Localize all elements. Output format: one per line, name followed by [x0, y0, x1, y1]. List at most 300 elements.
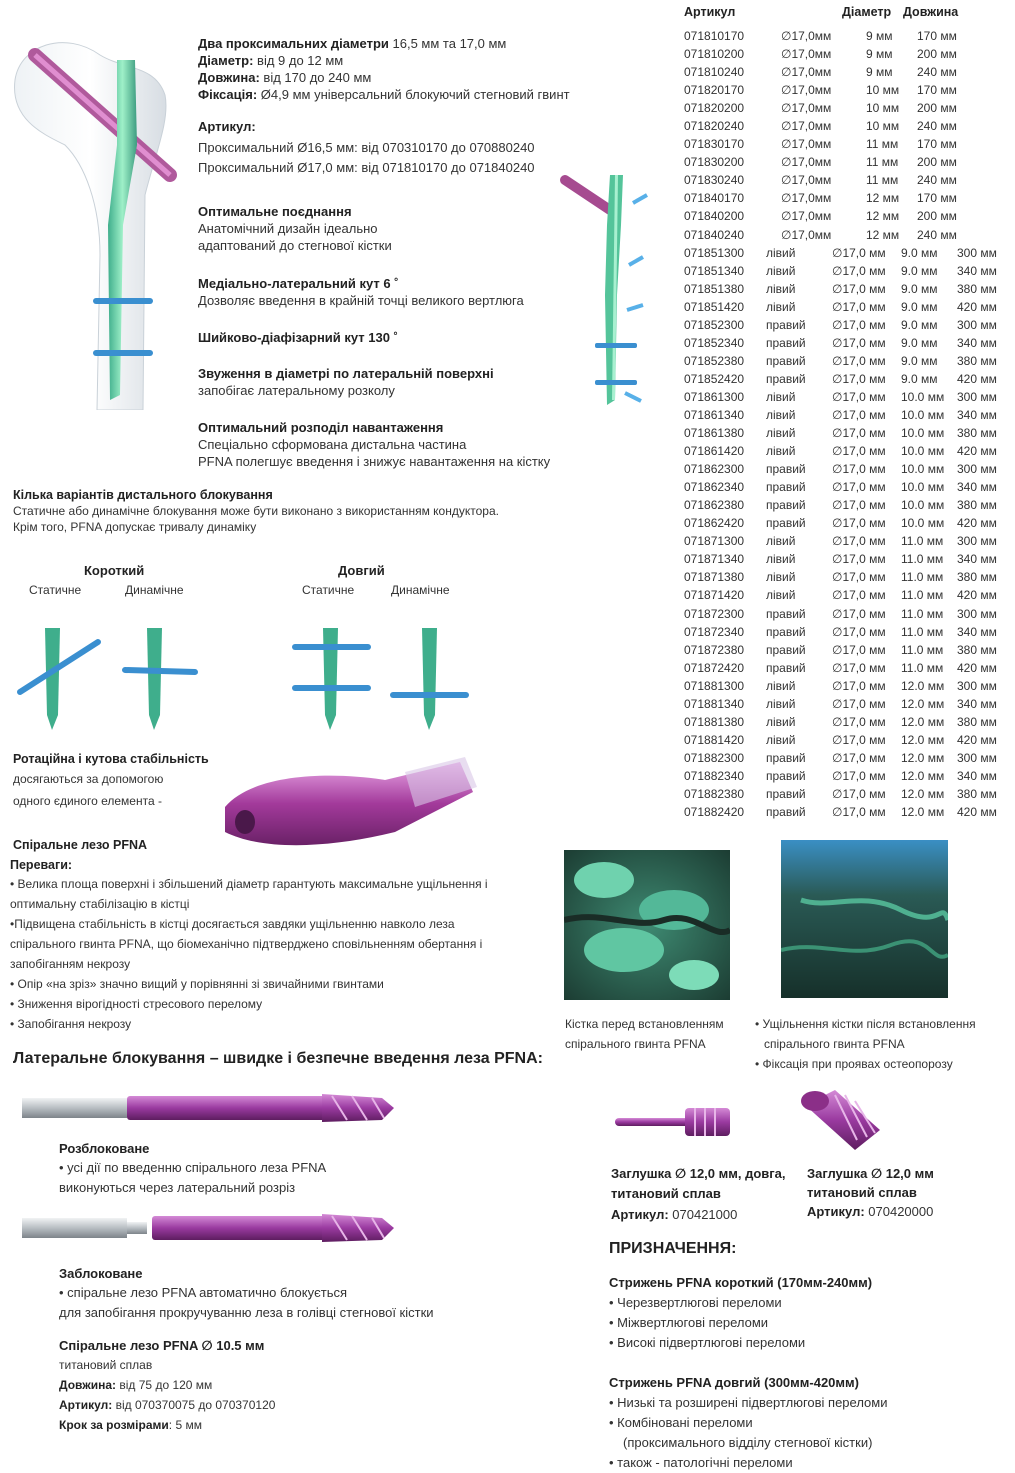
table-cell: лівий: [766, 299, 796, 314]
caption-line: Кістка перед встановленням: [565, 1017, 724, 1031]
feature-title: Медіально-латеральний кут 6 ˚: [198, 276, 399, 291]
indication-item: • Черезвертлюгові переломи: [609, 1295, 782, 1310]
table-cell: 340 мм: [957, 263, 997, 278]
spec-line: Довжина: від 170 до 240 мм: [198, 70, 372, 85]
table-row: [684, 641, 1009, 659]
advantage-line: • Зниження вірогідності стресового перелому: [10, 997, 263, 1011]
table-cell: правий: [766, 462, 806, 477]
table-cell: ∅17,0 мм: [832, 805, 886, 820]
table-cell: 11.0 мм: [901, 606, 944, 621]
table-cell: ∅17,0 мм: [832, 768, 886, 783]
nail-specs: [198, 35, 570, 103]
end-cap-short-info: [807, 1164, 934, 1222]
table-row: [684, 677, 1009, 695]
table-cell: 11.0 мм: [901, 552, 944, 567]
table-cell: правий: [766, 624, 806, 639]
indications-long: [609, 1373, 888, 1473]
blade-spec-title: Спіральне лезо PFNA ∅ 10.5 мм: [59, 1338, 265, 1353]
table-cell: 11.0 мм: [901, 624, 944, 639]
article-line: Проксимальний Ø17,0 мм: від 071810170 до 071840240: [198, 160, 535, 175]
header-length: Довжина: [903, 5, 959, 19]
table-cell: 340 мм: [957, 768, 997, 783]
table-cell: 300 мм: [957, 534, 997, 549]
table-row: [684, 388, 1009, 406]
bone-after-image: [781, 840, 948, 998]
table-cell: ∅17,0 мм: [832, 588, 886, 603]
table-row: [684, 623, 1009, 641]
blade-spec-line: Крок за розмірами: 5 мм: [59, 1418, 202, 1432]
table-cell: 9.0 мм: [901, 299, 938, 314]
table-cell: 12.0 мм: [901, 696, 945, 711]
table-cell: 9.0 мм: [901, 263, 938, 278]
table-row: [684, 532, 1009, 550]
table-cell: 10.0 мм: [901, 426, 945, 441]
table-cell: ∅17,0 мм: [832, 498, 886, 513]
dynamic-label: Динамічне: [125, 583, 184, 597]
table-cell: 071810200: [684, 47, 745, 62]
table-row: [684, 370, 1009, 388]
table-row: [684, 731, 1009, 749]
table-cell: 200 мм: [917, 209, 957, 224]
spec-line: Діаметр: від 9 до 12 мм: [198, 53, 344, 68]
table-cell: лівий: [766, 407, 796, 422]
table-row: [684, 442, 1009, 460]
blade-unlocked-illustration: [22, 1090, 397, 1128]
table-cell: ∅17,0 мм: [832, 552, 886, 567]
table-cell: 12 мм: [866, 227, 900, 242]
indication-item: • Низькі та розширені підвертлюгові переломи: [609, 1395, 888, 1410]
caption-line: • Фіксація при проявах остеопорозу: [755, 1057, 953, 1071]
table-cell: 240 мм: [917, 65, 957, 80]
table-cell: 071840240: [684, 227, 745, 242]
table-cell: 12.0 мм: [901, 732, 945, 747]
table-cell: 071830170: [684, 137, 745, 152]
table-cell: 071861420: [684, 444, 745, 459]
table-cell: 071872420: [684, 660, 745, 675]
advantage-line: • Опір «на зріз» значно вищий у порівнянні зі звичайними гвинтами: [10, 977, 384, 991]
table-cell: лівий: [766, 570, 796, 585]
table-row: [684, 171, 1009, 189]
table-cell: 071881340: [684, 696, 745, 711]
table-cell: ∅17,0мм: [781, 65, 832, 80]
table-cell: 380 мм: [957, 498, 997, 513]
cap-article: Артикул: 070421000: [611, 1207, 738, 1222]
table-cell: ∅17,0мм: [781, 29, 832, 43]
table-row: [684, 460, 1009, 478]
blade-spec-material: титановий сплав: [59, 1358, 153, 1372]
table-header: [684, 5, 1009, 27]
table-cell: 340 мм: [957, 335, 997, 350]
table-row: [684, 63, 1009, 81]
table-cell: лівий: [766, 678, 796, 693]
table-cell: лівий: [766, 426, 796, 441]
table-row: [684, 280, 1009, 298]
feature-title: Оптимальний розподіл навантаження: [198, 420, 444, 435]
table-cell: 380 мм: [957, 353, 997, 368]
table-cell: 071840170: [684, 191, 745, 206]
table-cell: ∅17,0мм: [781, 101, 832, 116]
spec-line: Два проксимальних діаметри 16,5 мм та 17,0 мм: [198, 36, 507, 51]
table-cell: 071862300: [684, 462, 745, 477]
table-cell: 12.0 мм: [901, 750, 945, 765]
table-cell: 9.0 мм: [901, 281, 938, 296]
distal-block: [13, 487, 553, 535]
locked-text: для запобігання прокручуванню леза в голівці стегнової кістки: [59, 1305, 434, 1320]
blade-spec-line: Довжина: від 75 до 120 мм: [59, 1378, 213, 1392]
table-cell: 071871340: [684, 552, 745, 567]
table-cell: ∅17,0 мм: [832, 317, 886, 332]
bone-after-caption: [755, 1014, 976, 1074]
table-cell: ∅17,0 мм: [832, 281, 886, 296]
unlocked-block: [59, 1140, 326, 1198]
table-cell: 9.0 мм: [901, 371, 938, 386]
indication-item: • Комбіновані переломи: [609, 1415, 753, 1430]
table-cell: 170 мм: [917, 137, 957, 152]
table-cell: 200 мм: [917, 155, 957, 170]
table-row: [684, 406, 1009, 424]
distal-locking-illustrations: [10, 620, 480, 740]
table-cell: 9.0 мм: [901, 317, 938, 332]
table-cell: 380 мм: [957, 642, 997, 657]
table-cell: 071882420: [684, 805, 745, 820]
table-cell: ∅17,0 мм: [832, 642, 886, 657]
table-cell: 300 мм: [957, 750, 997, 765]
table-cell: 071852300: [684, 317, 745, 332]
caption-line: • Ущільнення кістки після встановлення: [755, 1017, 976, 1031]
table-cell: 071861380: [684, 426, 745, 441]
article-block: [198, 118, 535, 178]
table-row: [684, 695, 1009, 713]
end-cap-long-illustration: [615, 1100, 740, 1145]
table-cell: 300 мм: [957, 462, 997, 477]
table-cell: 300 мм: [957, 317, 997, 332]
table-cell: ∅17,0мм: [781, 155, 832, 170]
table-cell: 11 мм: [866, 155, 899, 170]
table-cell: 420 мм: [957, 588, 997, 603]
feature-optimal: [198, 203, 578, 254]
table-row: [684, 586, 1009, 604]
table-row: [684, 568, 1009, 586]
lateral-heading: Латеральне блокування – швидке і безпечне введення леза PFNA:: [13, 1050, 543, 1067]
table-row: [684, 244, 1009, 262]
advantage-line: • Велика площа поверхні і збільшений діаметр гарантують максимальне ущільнення і: [10, 877, 488, 891]
blade-locked-illustration: [22, 1210, 397, 1248]
indication-item: • Міжвертлюгові переломи: [609, 1315, 769, 1330]
table-row: [684, 659, 1009, 677]
indication-item: • також - патологічні переломи: [609, 1455, 793, 1470]
unlocked-text: виконуються через латеральний розріз: [59, 1180, 296, 1195]
table-cell: 420 мм: [957, 444, 997, 459]
table-row: [684, 605, 1009, 623]
table-cell: ∅17,0 мм: [832, 516, 886, 531]
table-row: [684, 749, 1009, 767]
table-cell: ∅17,0мм: [781, 191, 832, 206]
feature-title: Шийково-діафізарний кут 130 ˚: [198, 330, 398, 345]
table-cell: 9 мм: [866, 29, 893, 43]
table-cell: 380 мм: [957, 570, 997, 585]
advantages-block: [10, 856, 520, 1034]
static-label: Статичне: [29, 583, 82, 597]
short-label: Короткий: [84, 563, 145, 578]
table-cell: 071882380: [684, 786, 745, 801]
table-row: [684, 713, 1009, 731]
table-cell: 200 мм: [917, 47, 957, 62]
unlocked-text: • усі дії по введенню спірального леза PFNA: [59, 1160, 327, 1175]
table-cell: ∅17,0 мм: [832, 786, 886, 801]
table-cell: 9.0 мм: [901, 335, 938, 350]
table-cell: 071881300: [684, 678, 745, 693]
table-cell: 12.0 мм: [901, 805, 945, 820]
cap-article: Артикул: 070420000: [807, 1204, 934, 1219]
table-cell: ∅17,0 мм: [832, 534, 886, 549]
blade-spec-block: [59, 1337, 275, 1435]
table-cell: 11.0 мм: [901, 534, 944, 549]
table-cell: 071820200: [684, 101, 745, 116]
table-cell: 10.0 мм: [901, 389, 945, 404]
table-cell: 170 мм: [917, 29, 957, 43]
table-row: [684, 514, 1009, 532]
table-cell: 071861340: [684, 407, 745, 422]
feature-text: Дозволяє введення в крайній точці великого вертлюга: [198, 293, 524, 308]
table-cell: правий: [766, 516, 806, 531]
table-cell: 380 мм: [957, 714, 997, 729]
cap-line: титановий сплав: [807, 1185, 917, 1200]
rotational-text: досягаються за допомогою: [13, 772, 164, 786]
table-row: [684, 153, 1009, 171]
table-cell: 071851340: [684, 263, 745, 278]
table-cell: 11 мм: [866, 137, 899, 152]
table-cell: лівий: [766, 552, 796, 567]
table-cell: 340 мм: [957, 696, 997, 711]
indication-item: (проксимального відділу стегнової кістки): [623, 1435, 873, 1450]
table-cell: 071881380: [684, 714, 745, 729]
table-cell: ∅17,0 мм: [832, 606, 886, 621]
table-cell: правий: [766, 642, 806, 657]
table-cell: ∅17,0 мм: [832, 732, 886, 747]
long-rows: [684, 244, 1009, 822]
table-cell: ∅17,0мм: [781, 83, 832, 98]
table-cell: 340 мм: [957, 624, 997, 639]
indication-item: • Високі підвертлюгові переломи: [609, 1335, 806, 1350]
cap-line: титановий сплав: [611, 1186, 721, 1201]
table-cell: 11 мм: [866, 173, 899, 188]
locked-block: [59, 1265, 434, 1323]
feature-text: запобігає латеральному розколу: [198, 383, 395, 398]
table-row: [684, 785, 1009, 803]
long-static-nail: [295, 628, 368, 730]
table-row: [684, 226, 1009, 244]
table-cell: 12 мм: [866, 209, 900, 224]
table-cell: ∅17,0мм: [781, 137, 832, 152]
table-cell: правий: [766, 768, 806, 783]
header-diameter: Діаметр: [842, 5, 892, 19]
table-row: [684, 316, 1009, 334]
table-cell: ∅17,0 мм: [832, 750, 886, 765]
helical-blade-illustration: [215, 752, 480, 862]
table-row: [684, 478, 1009, 496]
table-cell: 11.0 мм: [901, 642, 944, 657]
table-cell: 170 мм: [917, 191, 957, 206]
table-cell: ∅17,0 мм: [832, 444, 886, 459]
table-cell: правий: [766, 750, 806, 765]
table-cell: 9.0 мм: [901, 353, 938, 368]
table-row: [684, 496, 1009, 514]
table-cell: 380 мм: [957, 281, 997, 296]
table-cell: лівий: [766, 263, 796, 278]
table-cell: 9 мм: [866, 47, 893, 62]
table-row: [684, 550, 1009, 568]
table-cell: ∅17,0 мм: [832, 335, 886, 350]
table-cell: 12.0 мм: [901, 678, 945, 693]
rotational-block: [13, 750, 209, 812]
table-cell: 240 мм: [917, 227, 957, 242]
table-cell: правий: [766, 371, 806, 386]
feature-title: Звуження в діаметрі по латеральній поверхні: [198, 366, 494, 381]
table-cell: ∅17,0мм: [781, 47, 832, 62]
table-cell: 071882340: [684, 768, 745, 783]
table-cell: 10.0 мм: [901, 516, 945, 531]
table-cell: 071810170: [684, 29, 745, 43]
table-cell: правий: [766, 353, 806, 368]
table-cell: 071852380: [684, 353, 745, 368]
table-cell: 071852420: [684, 371, 745, 386]
table-cell: лівий: [766, 245, 796, 260]
dynamic-label: Динамічне: [391, 583, 450, 597]
table-cell: ∅17,0мм: [781, 173, 832, 188]
table-cell: лівий: [766, 281, 796, 296]
spec-line: Фіксація: Ø4,9 мм універсальний блокуючий стегновий гвинт: [198, 87, 570, 102]
table-cell: лівий: [766, 732, 796, 747]
long-label: Довгий: [338, 563, 385, 578]
table-cell: ∅17,0 мм: [832, 678, 886, 693]
table-cell: лівий: [766, 389, 796, 404]
table-cell: 10.0 мм: [901, 407, 945, 422]
article-title: Артикул:: [198, 119, 256, 134]
table-cell: 12.0 мм: [901, 786, 945, 801]
table-row: [684, 135, 1009, 153]
table-row: [684, 99, 1009, 117]
table-cell: 10.0 мм: [901, 462, 945, 477]
table-row: [684, 803, 1009, 821]
table-cell: ∅17,0 мм: [832, 389, 886, 404]
advantage-line: спірального гвинта PFNA, що біомеханічно підтверджено сповільненням обертання і: [10, 937, 483, 951]
table-cell: 10.0 мм: [901, 498, 945, 513]
indications-short-title: Стрижень PFNA короткий (170мм-240мм): [609, 1275, 873, 1290]
table-row: [684, 767, 1009, 785]
table-cell: 420 мм: [957, 805, 997, 820]
advantage-line: • Запобігання некрозу: [10, 1017, 132, 1031]
header-article: Артикул: [684, 5, 736, 19]
advantage-line: •Підвищена стабільність в кістці досягається завдяки ущільненню навколо леза: [10, 917, 455, 931]
feature-ml-angle: [198, 275, 524, 309]
table-cell: 071840200: [684, 209, 745, 224]
table-cell: 071881420: [684, 732, 745, 747]
table-cell: 071871300: [684, 534, 745, 549]
short-static-nail: [20, 628, 98, 730]
table-cell: 200 мм: [917, 101, 957, 116]
table-cell: 071852340: [684, 335, 745, 350]
long-dynamic-nail: [393, 628, 466, 730]
table-cell: 071862420: [684, 516, 745, 531]
table-cell: 12.0 мм: [901, 714, 945, 729]
cap-line: Заглушка ∅ 12,0 мм: [807, 1166, 934, 1181]
feature-text: PFNA полегшує введення і знижує навантаження на кістку: [198, 454, 551, 469]
table-row: [684, 27, 1009, 45]
table-cell: ∅17,0 мм: [832, 714, 886, 729]
table-cell: 420 мм: [957, 299, 997, 314]
article-table: [684, 5, 1009, 821]
table-row: [684, 352, 1009, 370]
table-row: [684, 262, 1009, 280]
feature-text: Спеціально сформована дистальна частина: [198, 437, 467, 452]
table-cell: 340 мм: [957, 480, 997, 495]
table-cell: 071872340: [684, 624, 745, 639]
table-cell: ∅17,0 мм: [832, 480, 886, 495]
table-cell: правий: [766, 805, 806, 820]
locked-title: Заблоковане: [59, 1266, 143, 1281]
feature-title: Оптимальне поєднання: [198, 204, 352, 219]
table-cell: лівий: [766, 696, 796, 711]
table-cell: 240 мм: [917, 119, 957, 134]
rotational-text: одного єдиного елемента -: [13, 794, 162, 808]
table-cell: 071872300: [684, 606, 745, 621]
table-cell: ∅17,0 мм: [832, 660, 886, 675]
table-cell: ∅17,0 мм: [832, 426, 886, 441]
cap-line: Заглушка ∅ 12,0 мм, довга,: [611, 1166, 786, 1181]
table-row: [684, 334, 1009, 352]
table-cell: правий: [766, 786, 806, 801]
table-cell: 071862340: [684, 480, 745, 495]
table-cell: 071882300: [684, 750, 745, 765]
table-cell: правий: [766, 498, 806, 513]
table-cell: 071820240: [684, 119, 745, 134]
table-cell: 300 мм: [957, 606, 997, 621]
table-cell: ∅17,0 мм: [832, 245, 886, 260]
table-cell: 340 мм: [957, 407, 997, 422]
table-cell: ∅17,0 мм: [832, 407, 886, 422]
table-cell: 420 мм: [957, 660, 997, 675]
table-cell: правий: [766, 660, 806, 675]
table-cell: правий: [766, 606, 806, 621]
table-cell: 071851300: [684, 245, 745, 260]
table-cell: 10.0 мм: [901, 480, 945, 495]
table-cell: ∅17,0мм: [781, 119, 832, 134]
distal-title: Кілька варіантів дистального блокування: [13, 488, 273, 502]
table-cell: 071830200: [684, 155, 745, 170]
table-cell: 240 мм: [917, 173, 957, 188]
table-cell: лівий: [766, 588, 796, 603]
table-cell: 300 мм: [957, 245, 997, 260]
table-cell: лівий: [766, 444, 796, 459]
table-cell: 420 мм: [957, 371, 997, 386]
femur-nail-illustration: [5, 25, 195, 410]
short-dynamic-nail: [125, 628, 195, 730]
feature-ccd-angle: [198, 329, 398, 346]
table-cell: ∅17,0 мм: [832, 263, 886, 278]
table-cell: 071851420: [684, 299, 745, 314]
table-cell: 9.0 мм: [901, 245, 938, 260]
table-cell: ∅17,0 мм: [832, 462, 886, 477]
table-cell: ∅17,0 мм: [832, 570, 886, 585]
table-row: [684, 117, 1009, 135]
table-cell: 300 мм: [957, 389, 997, 404]
table-cell: ∅17,0 мм: [832, 299, 886, 314]
table-cell: 11.0 мм: [901, 588, 944, 603]
blade-title: Спіральне лезо PFNA: [13, 838, 148, 852]
table-cell: 071851380: [684, 281, 745, 296]
table-cell: 420 мм: [957, 732, 997, 747]
table-cell: 170 мм: [917, 83, 957, 98]
